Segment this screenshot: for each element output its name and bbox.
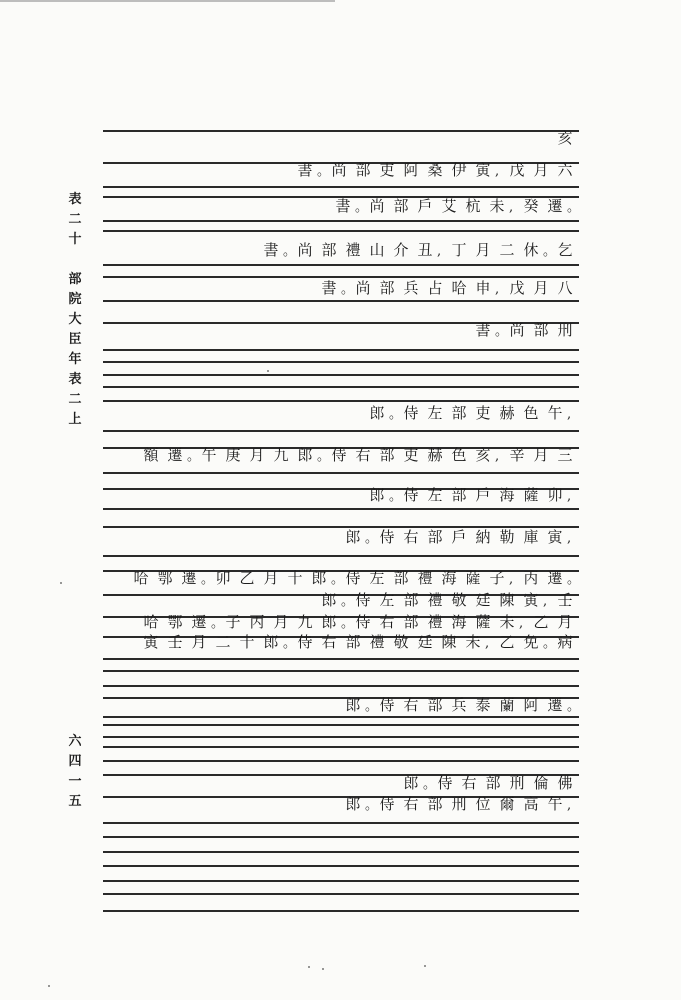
- row-char: 桑: [427, 161, 443, 179]
- rule-line: [103, 760, 579, 762]
- row-char: 戊: [509, 161, 525, 179]
- rule-line: [103, 685, 579, 687]
- row-char: 部: [379, 446, 395, 464]
- row-char: 佛: [557, 774, 573, 792]
- row-char: 高: [523, 795, 539, 813]
- row-char: 部: [427, 528, 443, 546]
- row-char: 部: [403, 591, 419, 609]
- row-char: 侍: [355, 613, 371, 631]
- rule-line: [103, 430, 579, 432]
- margin-title-char: 院: [68, 292, 82, 307]
- row-char: ,: [509, 572, 514, 587]
- row-char: 右: [355, 446, 371, 464]
- page-number-char: 五: [68, 794, 82, 809]
- rule-line: [103, 658, 579, 660]
- rule-line: [103, 555, 579, 557]
- row-char: 侍: [331, 446, 347, 464]
- row-char: 侍: [403, 404, 419, 422]
- row-char: ,: [519, 616, 524, 631]
- margin-title-char: 二: [68, 212, 82, 227]
- row-char: 未: [499, 613, 515, 631]
- rule-line: [103, 361, 579, 363]
- row-char: 。: [341, 616, 355, 631]
- row-char: 左: [427, 404, 443, 422]
- row-char: 倫: [533, 774, 549, 792]
- row-char: 侍: [403, 486, 419, 504]
- row-char: 。: [201, 572, 215, 587]
- rule-line: [103, 349, 579, 351]
- row-char: 十: [239, 633, 255, 651]
- row-char: 戶: [475, 486, 491, 504]
- row-char: 丙: [249, 613, 265, 631]
- row-char: 山: [369, 241, 385, 259]
- row-char: 部: [393, 569, 409, 587]
- speck: [322, 968, 324, 970]
- row-char: 二: [215, 633, 231, 651]
- row-char: 蘭: [499, 696, 515, 714]
- row-char: 哈: [143, 613, 159, 631]
- table-row: [331, 195, 581, 217]
- row-char: 郎: [311, 569, 327, 587]
- row-char: 卯: [547, 486, 563, 504]
- row-char: 戶: [451, 528, 467, 546]
- row-char: 位: [475, 795, 491, 813]
- row-char: 。: [495, 324, 509, 339]
- row-char: 。: [567, 699, 581, 714]
- row-char: 。: [283, 244, 297, 259]
- row-char: 郎: [263, 633, 279, 651]
- rule-line: [103, 724, 579, 726]
- row-char: 吏: [475, 404, 491, 422]
- table-row: [471, 319, 577, 341]
- row-char: 部: [533, 321, 549, 339]
- rule-line: [103, 386, 579, 388]
- row-char: 九: [297, 613, 313, 631]
- row-char: 。: [355, 200, 369, 215]
- row-char: 哈: [133, 569, 149, 587]
- row-char: 兵: [403, 279, 419, 297]
- row-char: 尚: [331, 161, 347, 179]
- row-char: 杭: [465, 197, 481, 215]
- row-char: 部: [427, 795, 443, 813]
- margin-title-char: 二: [68, 392, 82, 407]
- row-char: 侍: [379, 696, 395, 714]
- row-char: 十: [287, 569, 303, 587]
- row-char: 海: [451, 613, 467, 631]
- table-row: [317, 277, 577, 299]
- row-char: 侍: [379, 528, 395, 546]
- row-char: 尚: [509, 321, 525, 339]
- row-char: ,: [543, 594, 548, 609]
- row-char: 部: [485, 774, 501, 792]
- row-char: 乙: [499, 633, 515, 651]
- row-char: 陳: [499, 591, 515, 609]
- row-char: ,: [495, 164, 500, 179]
- rule-line: [103, 230, 579, 232]
- row-char: 敬: [393, 633, 409, 651]
- row-char: 。: [365, 798, 379, 813]
- margin-title-char: 大: [68, 312, 82, 327]
- row-char: ,: [567, 531, 572, 546]
- row-char: 鄂: [167, 613, 183, 631]
- row-char: 。: [567, 572, 581, 587]
- row-char: 月: [263, 569, 279, 587]
- margin-title-char: 表: [68, 372, 82, 387]
- row-char: 午: [201, 446, 217, 464]
- row-char: 月: [273, 613, 289, 631]
- row-char: 侍: [345, 569, 361, 587]
- row-char: 部: [451, 486, 467, 504]
- row-char: 申: [475, 279, 491, 297]
- row-char: 丙: [523, 569, 539, 587]
- speck: [308, 966, 310, 968]
- row-char: 乙: [533, 613, 549, 631]
- row-char: 部: [379, 279, 395, 297]
- row-char: 壬: [557, 591, 573, 609]
- row-char: 阿: [403, 161, 419, 179]
- row-char: 未: [489, 197, 505, 215]
- row-char: 。: [317, 449, 331, 464]
- row-char: 阿: [523, 696, 539, 714]
- row-char: 庚: [225, 446, 241, 464]
- row-char: 遷: [547, 569, 563, 587]
- page-number-char: 一: [68, 774, 82, 789]
- row-char: 戊: [509, 279, 525, 297]
- row-char: 午: [547, 795, 563, 813]
- row-char: 哈: [451, 279, 467, 297]
- row-char: ,: [485, 636, 490, 651]
- rule-line: [103, 865, 579, 867]
- margin-title-char: 表: [68, 192, 82, 207]
- row-char: 書: [321, 279, 337, 297]
- table-row: [399, 772, 577, 794]
- table-row: [365, 402, 577, 424]
- row-char: 郎: [369, 404, 385, 422]
- row-char: 爾: [499, 795, 515, 813]
- rule-line: [103, 130, 579, 132]
- row-char: 三: [557, 446, 573, 464]
- margin-title-char: 臣: [68, 332, 82, 347]
- rule-line: [103, 880, 579, 882]
- row-char: 介: [393, 241, 409, 259]
- rule-line: [103, 736, 579, 738]
- row-char: 遷: [191, 613, 207, 631]
- row-char: 癸: [523, 197, 539, 215]
- table-row: [293, 159, 577, 181]
- speck: [48, 985, 50, 987]
- row-char: 庫: [523, 528, 539, 546]
- row-char: 禮: [369, 633, 385, 651]
- row-char: 乙: [239, 569, 255, 587]
- row-char: 寅: [547, 528, 563, 546]
- row-char: 郎: [403, 774, 419, 792]
- row-char: 敬: [451, 591, 467, 609]
- rule-line: [103, 716, 579, 718]
- row-char: ,: [567, 489, 572, 504]
- rule-line: [103, 836, 579, 838]
- table-row: [259, 239, 577, 261]
- row-char: 伊: [451, 161, 467, 179]
- speck: [424, 965, 426, 967]
- page-number-char: 六: [68, 734, 82, 749]
- table-row: [139, 611, 577, 633]
- row-char: 薩: [465, 569, 481, 587]
- row-char: 額: [143, 446, 159, 464]
- row-char: 海: [499, 486, 515, 504]
- rule-line: [103, 670, 579, 672]
- margin-title-char: 十: [68, 232, 82, 247]
- row-char: 月: [557, 613, 573, 631]
- table-row: [341, 694, 581, 716]
- row-char: 壬: [167, 633, 183, 651]
- row-char: 吏: [379, 161, 395, 179]
- row-char: ,: [437, 244, 442, 259]
- row-char: 二: [499, 241, 515, 259]
- row-char: 尚: [369, 197, 385, 215]
- row-char: 月: [533, 279, 549, 297]
- row-char: 。: [317, 164, 331, 179]
- rule-line: [103, 220, 579, 222]
- row-char: ,: [495, 282, 500, 297]
- row-char: 刑: [557, 321, 573, 339]
- row-char: 色: [451, 446, 467, 464]
- row-char: 六: [557, 161, 573, 179]
- row-char: ,: [567, 798, 572, 813]
- row-char: 兵: [451, 696, 467, 714]
- row-char: 吏: [403, 446, 419, 464]
- rule-line: [103, 264, 579, 266]
- row-char: 右: [403, 528, 419, 546]
- row-char: 艾: [441, 197, 457, 215]
- rule-line: [103, 910, 579, 912]
- row-char: 刑: [509, 774, 525, 792]
- row-char: 尚: [355, 279, 371, 297]
- row-char: 書: [297, 161, 313, 179]
- row-char: 子: [489, 569, 505, 587]
- rule-line: [103, 746, 579, 748]
- margin-title-char: 上: [68, 412, 82, 427]
- row-char: 侍: [437, 774, 453, 792]
- rule-line: [103, 186, 579, 188]
- row-char: 卯: [215, 569, 231, 587]
- row-char: 右: [461, 774, 477, 792]
- row-char: 郎: [321, 613, 337, 631]
- row-char: 月: [191, 633, 207, 651]
- row-char: 部: [427, 696, 443, 714]
- row-char: 禮: [345, 241, 361, 259]
- row-char: 郎: [345, 795, 361, 813]
- row-char: ,: [567, 407, 572, 422]
- margin-title-char: 部: [68, 272, 82, 287]
- row-char: 寅: [523, 591, 539, 609]
- row-char: 寅: [475, 161, 491, 179]
- row-char: 子: [225, 613, 241, 631]
- row-char: 丑: [417, 241, 433, 259]
- row-char: 尚: [297, 241, 313, 259]
- rule-line: [103, 374, 579, 376]
- row-char: 部: [355, 161, 371, 179]
- row-char: 部: [393, 197, 409, 215]
- table-row: [341, 526, 577, 548]
- row-char: 月: [533, 446, 549, 464]
- row-char: 月: [533, 161, 549, 179]
- row-char: 左: [427, 486, 443, 504]
- row-char: 刑: [451, 795, 467, 813]
- row-char: 鄂: [157, 569, 173, 587]
- row-char: 。: [187, 449, 201, 464]
- row-char: 亥: [475, 446, 491, 464]
- speck: [60, 582, 62, 584]
- row-char: 侍: [355, 591, 371, 609]
- row-char: 部: [321, 241, 337, 259]
- rule-line: [103, 822, 579, 824]
- row-char: 寅: [143, 633, 159, 651]
- row-char: 丁: [451, 241, 467, 259]
- row-char: 。: [283, 636, 297, 651]
- row-char: 右: [321, 633, 337, 651]
- row-char: 。: [423, 777, 437, 792]
- row-char: 郎: [345, 528, 361, 546]
- row-char: 月: [249, 446, 265, 464]
- table-row: [139, 444, 577, 466]
- row-char: 陳: [441, 633, 457, 651]
- row-char: 乞: [557, 241, 573, 259]
- row-char: 。: [365, 531, 379, 546]
- row-char: 免: [523, 633, 539, 651]
- table-row: [341, 793, 577, 815]
- row-char: 書: [475, 321, 491, 339]
- row-char: ,: [495, 449, 500, 464]
- rule-line: [103, 851, 579, 853]
- row-char: 部: [451, 404, 467, 422]
- row-char: 赫: [499, 404, 515, 422]
- row-char: 禮: [417, 569, 433, 587]
- row-char: 。: [365, 699, 379, 714]
- row-char: 。: [341, 282, 355, 297]
- row-char: 部: [345, 633, 361, 651]
- row-char: 廷: [417, 633, 433, 651]
- row-char: 郎: [297, 446, 313, 464]
- row-char: 九: [273, 446, 289, 464]
- row-char: 遷: [547, 696, 563, 714]
- row-char: 。: [543, 636, 557, 651]
- row-char: 右: [379, 613, 395, 631]
- row-char: 未: [465, 633, 481, 651]
- row-char: 禮: [427, 591, 443, 609]
- row-char: 色: [523, 404, 539, 422]
- row-char: 左: [369, 569, 385, 587]
- row-char: 薩: [475, 613, 491, 631]
- rule-line: [103, 508, 579, 510]
- row-char: 辛: [509, 446, 525, 464]
- row-char: 海: [441, 569, 457, 587]
- row-char: 。: [211, 616, 225, 631]
- row-char: 病: [557, 633, 573, 651]
- row-char: 亥: [557, 129, 573, 147]
- row-char: 泰: [475, 696, 491, 714]
- speck: [267, 370, 269, 372]
- table-row: [129, 567, 581, 589]
- row-char: 。: [341, 594, 355, 609]
- row-char: 書: [335, 197, 351, 215]
- row-char: 遷: [167, 446, 183, 464]
- row-char: 禮: [427, 613, 443, 631]
- row-char: 薩: [523, 486, 539, 504]
- row-char: 侍: [379, 795, 395, 813]
- row-char: 午: [547, 404, 563, 422]
- row-char: 郎: [321, 591, 337, 609]
- rule-line: [103, 472, 579, 474]
- row-char: 。: [389, 489, 403, 504]
- margin-title-char: 年: [68, 352, 82, 367]
- row-char: 戶: [417, 197, 433, 215]
- row-char: 廷: [475, 591, 491, 609]
- row-char: ,: [509, 200, 514, 215]
- row-char: 。: [389, 407, 403, 422]
- row-char: 郎: [345, 696, 361, 714]
- row-char: 。: [331, 572, 345, 587]
- table-row: [139, 631, 577, 653]
- row-char: 左: [379, 591, 395, 609]
- row-char: 八: [557, 279, 573, 297]
- row-char: 書: [263, 241, 279, 259]
- row-char: 遷: [181, 569, 197, 587]
- rule-line: [103, 893, 579, 895]
- row-char: 赫: [427, 446, 443, 464]
- table-row: [365, 484, 577, 506]
- row-char: 。: [567, 200, 581, 215]
- row-char: 右: [403, 696, 419, 714]
- row-char: 納: [475, 528, 491, 546]
- row-char: 郎: [369, 486, 385, 504]
- table-row: [317, 589, 577, 611]
- row-char: 休: [523, 241, 539, 259]
- row-char: 月: [475, 241, 491, 259]
- row-char: 遷: [547, 197, 563, 215]
- row-char: 勒: [499, 528, 515, 546]
- row-char: 部: [403, 613, 419, 631]
- table-row: [553, 127, 577, 149]
- row-char: 占: [427, 279, 443, 297]
- page-number-char: 四: [68, 754, 82, 769]
- row-char: 侍: [297, 633, 313, 651]
- row-char: 右: [403, 795, 419, 813]
- row-char: 。: [543, 244, 557, 259]
